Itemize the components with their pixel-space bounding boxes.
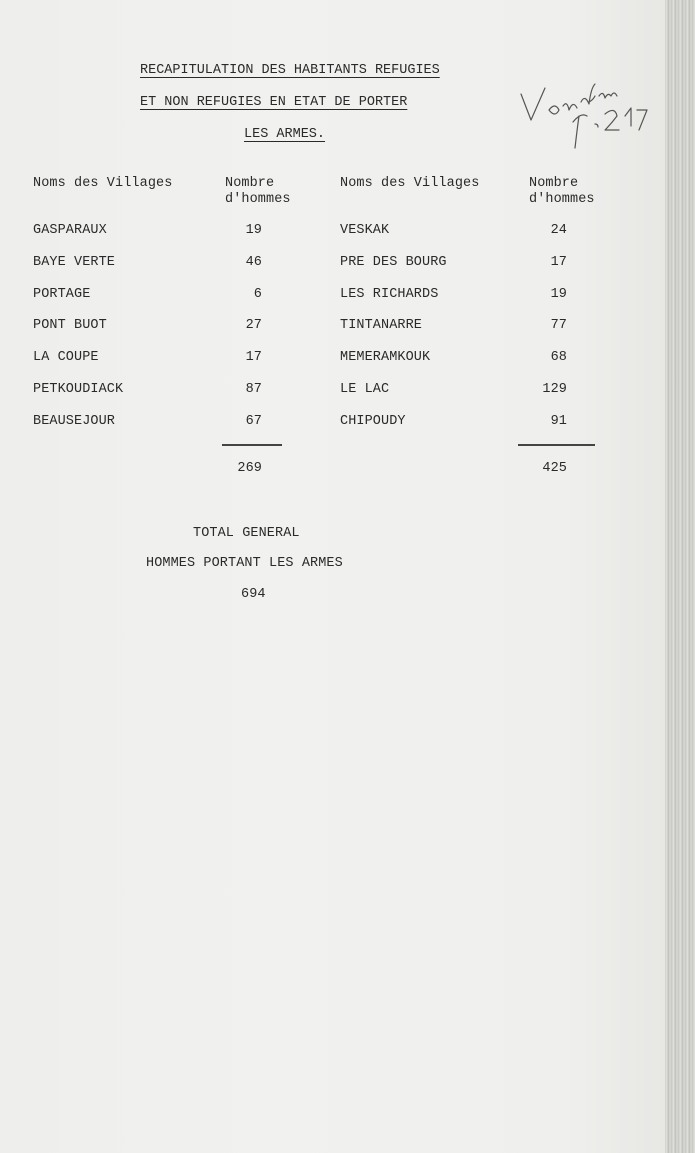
left-count-2: 46: [245, 255, 262, 270]
title-line-1: RECAPITULATION DES HABITANTS REFUGIES: [140, 63, 440, 78]
title-line-3: LES ARMES.: [244, 127, 326, 142]
left-count-7: 67: [245, 414, 262, 429]
right-total: 425: [542, 461, 567, 476]
right-village-4: TINTANARRE: [340, 318, 423, 333]
left-village-1: GASPARAUX: [33, 223, 107, 238]
right-village-7: CHIPOUDY: [340, 414, 406, 429]
binding-edge: [665, 0, 695, 1153]
right-count-1: 24: [550, 223, 567, 238]
left-village-4: PONT BUOT: [33, 318, 107, 333]
summary-total-general: TOTAL GENERAL: [193, 526, 300, 541]
summary-grand-total: 694: [241, 587, 266, 602]
left-count-6: 87: [245, 382, 262, 397]
right-count-4: 77: [550, 318, 567, 333]
summary-hommes-portant: HOMMES PORTANT LES ARMES: [146, 556, 343, 571]
right-count-2: 17: [550, 255, 567, 270]
right-count-3: 19: [550, 287, 567, 302]
right-count-7: 91: [550, 414, 567, 429]
header-right-village: Noms des Villages: [340, 176, 480, 191]
handwritten-annotation: [515, 72, 655, 152]
right-total-rule: [518, 444, 595, 446]
right-village-1: VESKAK: [340, 223, 390, 238]
left-total: 269: [237, 461, 262, 476]
header-left-village: Noms des Villages: [33, 176, 173, 191]
left-count-1: 19: [245, 223, 262, 238]
left-count-3: 6: [253, 287, 262, 302]
header-left-count-2: d'hommes: [225, 192, 291, 207]
left-village-2: BAYE VERTE: [33, 255, 116, 270]
right-count-5: 68: [550, 350, 567, 365]
left-village-7: BEAUSEJOUR: [33, 414, 116, 429]
title-line-2: ET NON REFUGIES EN ETAT DE PORTER: [140, 95, 408, 110]
header-left-count-1: Nombre: [225, 176, 275, 191]
left-village-5: LA COUPE: [33, 350, 99, 365]
right-village-5: MEMERAMKOUK: [340, 350, 431, 365]
header-right-count-1: Nombre: [529, 176, 579, 191]
right-village-3: LES RICHARDS: [340, 287, 439, 302]
right-count-6: 129: [542, 382, 567, 397]
left-count-4: 27: [245, 318, 262, 333]
left-count-5: 17: [245, 350, 262, 365]
left-total-rule: [222, 444, 282, 446]
right-village-6: LE LAC: [340, 382, 390, 397]
left-village-3: PORTAGE: [33, 287, 91, 302]
right-village-2: PRE DES BOURG: [340, 255, 447, 270]
header-right-count-2: d'hommes: [529, 192, 595, 207]
left-village-6: PETKOUDIACK: [33, 382, 124, 397]
